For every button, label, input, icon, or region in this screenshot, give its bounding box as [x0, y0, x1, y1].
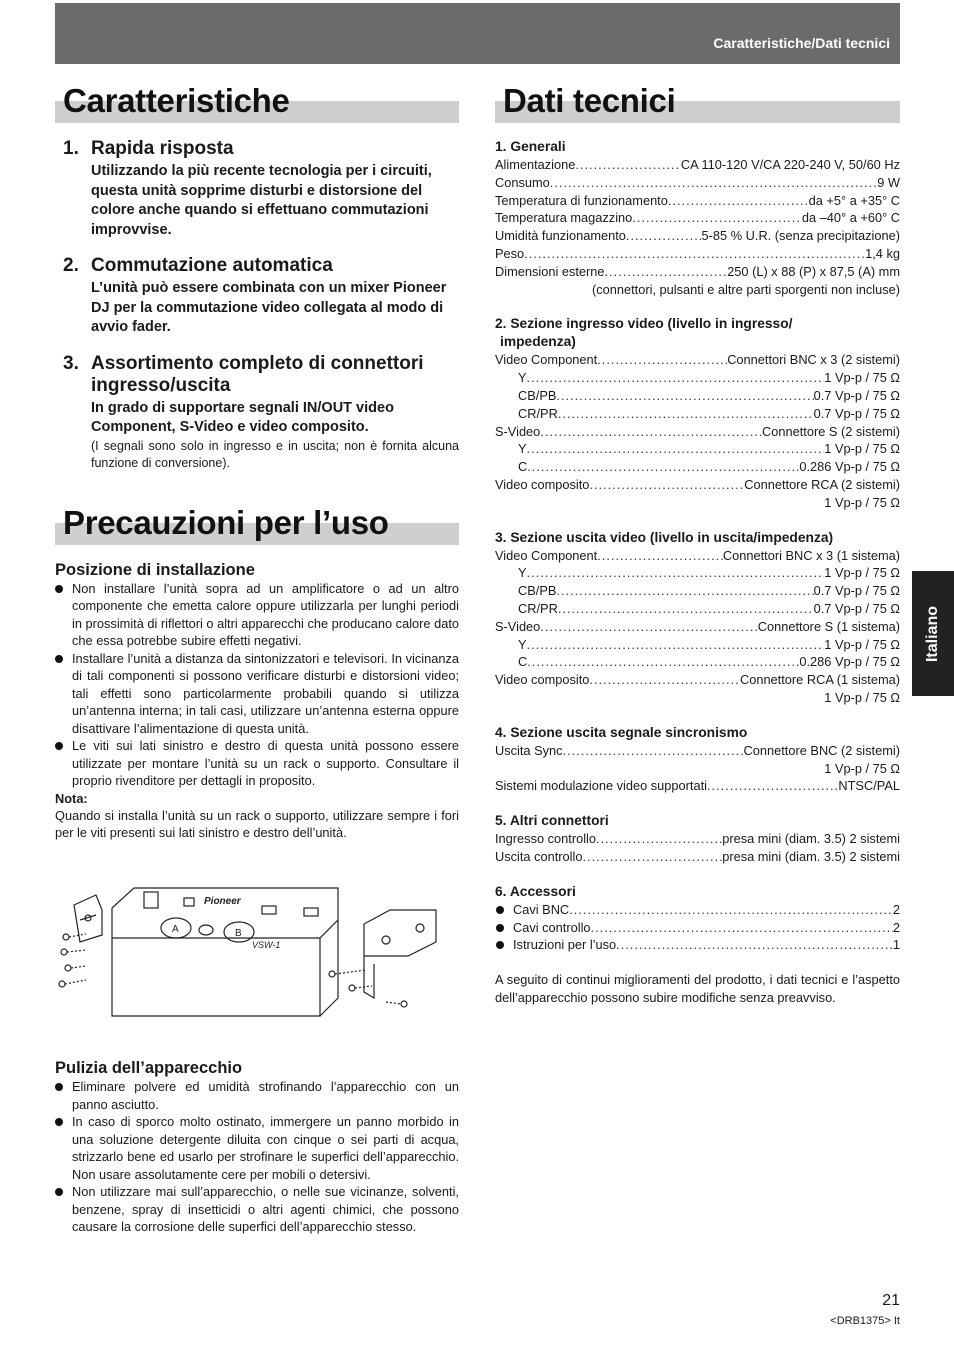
spec-row: C ..... 0.286 Vp-p / 75 Ω — [495, 458, 900, 476]
spec-section-title: 5. Altri connettori — [495, 813, 609, 829]
feature-title: Commutazione automatica — [91, 255, 333, 276]
feature-1 — [63, 138, 459, 240]
figure-button-a: A — [172, 924, 179, 935]
spec-row: Uscita controllo ..... presa mini (diam. 3.5) 2 sistemi — [495, 848, 900, 866]
spec-row: CR/PR ..... 0.7 Vp-p / 75 Ω — [495, 600, 900, 618]
sync-list — [495, 742, 900, 795]
spec-row: Ingresso controllo ..... presa mini (diam. 3.5) 2 sistemi — [495, 830, 900, 848]
spec-row: CB/PB ..... 0.7 Vp-p / 75 Ω — [495, 582, 900, 600]
accessori-list — [495, 901, 900, 954]
spec-row: Dimensioni esterne ..... 250 (L) x 88 (P) x 87,5 (A) mm — [495, 263, 900, 281]
spec-row: Video Component ..... Connettori BNC x 3 (1 sistema) — [495, 547, 900, 565]
spec-section-title: 3. Sezione uscita video (livello in uscita/impedenza) — [495, 529, 834, 545]
list-item: Non utilizzare mai sull’apparecchio, o nelle sue vicinanze, solventi, benzene, spray di insetticidi o altri agenti chimici, che possono causare la corrosione delle superfici dell’apparecchio stesso. — [55, 1183, 459, 1236]
altri-list — [495, 830, 900, 866]
precauzioni-title: Precauzioni per l’uso — [63, 503, 389, 541]
list-item: Non installare l’unità sopra ad un amplificatore o ad un altro componente che emetta calore oppure utilizzarla per lunghi periodi in prossimità di riflettori o altri apparecchi che producano calore dato che essa potrebbe subire effetti negativi. — [55, 580, 459, 650]
spec-row: Peso ..... 1,4 kg — [495, 245, 900, 263]
feature-body: In grado di supportare segnali IN/OUT video Component, S-Video e video composito. — [91, 399, 394, 435]
nota-text: Quando si installa l’unità su un rack o supporto, utilizzare sempre i fori per le viti presenti sui lati sinistro e destro dell’unità. — [55, 807, 459, 840]
spec-row: C ..... 0.286 Vp-p / 75 Ω — [495, 653, 900, 671]
language-tab-label: Italiano — [924, 605, 941, 662]
spec-section-title: 2. Sezione ingresso video (livello in ingresso/ — [495, 316, 793, 332]
precauzioni-heading — [55, 504, 459, 552]
pulizia-title: Pulizia dell’apparecchio — [55, 1059, 243, 1077]
feature-title: Assortimento completo di connettori ingresso/uscita — [91, 352, 424, 396]
caratteristiche-title: Caratteristiche — [63, 82, 290, 119]
spec-row-cont: 1 Vp-p / 75 Ω — [824, 494, 900, 510]
spec-row: Video Component ..... Connettori BNC x 3 (2 sistemi) — [495, 351, 900, 369]
left-column — [55, 82, 459, 842]
figure-model: VSW-1 — [252, 940, 281, 950]
uscita-list — [495, 547, 900, 707]
header-title: Caratteristiche/Dati tecnici — [713, 35, 890, 51]
spec-row: CR/PR ..... 0.7 Vp-p / 75 Ω — [495, 405, 900, 423]
list-item: Eliminare polvere ed umidità strofinando l’apparecchio con un panno asciutto. — [55, 1078, 459, 1113]
spec-row: Y ..... 1 Vp-p / 75 Ω — [495, 564, 900, 582]
feature-3 — [63, 353, 459, 472]
dati-tecnici-title: Dati tecnici — [503, 82, 676, 119]
spec-row: Temperatura magazzino ..... da –40° a +60° C — [495, 209, 900, 227]
spec-row: CB/PB ..... 0.7 Vp-p / 75 Ω — [495, 387, 900, 405]
right-column — [495, 82, 900, 1006]
spec-row: Cavi controllo ..... 2 — [495, 919, 900, 937]
installazione-list — [55, 580, 459, 790]
generali-list — [495, 156, 900, 298]
ingresso-list — [495, 351, 900, 511]
spec-row: Alimentazione ..... CA 110-120 V/CA 220-240 V, 50/60 Hz — [495, 156, 900, 174]
spec-section-title-cont: impedenza) — [500, 334, 576, 350]
caratteristiche-heading — [55, 82, 459, 130]
spec-row: S-Video ..... Connettore S (1 sistema) — [495, 618, 900, 636]
spec-row: Uscita Sync ..... Connettore BNC (2 sistemi) — [495, 742, 900, 760]
spec-row-note: (connettori, pulsanti e altre parti sporgenti non incluse) — [591, 281, 900, 297]
footer-note: A seguito di continui miglioramenti del prodotto, i dati tecnici e l’aspetto dell’apparecchio possono subire modifiche senza preavviso. — [495, 972, 900, 1005]
spec-section-title: 4. Sezione uscita segnale sincronismo — [495, 724, 748, 740]
feature-number: 3. — [63, 352, 79, 374]
spec-row: Y ..... 1 Vp-p / 75 Ω — [495, 369, 900, 387]
spec-row: Video composito ..... Connettore RCA (1 sistema) — [495, 671, 900, 689]
dati-tecnici-heading — [495, 82, 900, 130]
figure-button-b: B — [235, 928, 242, 939]
spec-row: Sistemi modulazione video supportati ..... NTSC/PAL — [495, 777, 900, 795]
pulizia-list — [55, 1078, 459, 1236]
list-item: Installare l’unità a distanza da sintonizzatori e televisori. In vicinanza di tali componenti si possono verificare disturbi e distorsioni video; tali effetti sono particolarmente probabili quando si utilizza un’antenna interna; in tali casi, utilizzare un’antenna esterna oppure disattivare l’alimentazione di questa unità. — [55, 650, 459, 738]
list-item: In caso di sporco molto ostinato, immergere un panno morbido in una soluzione detergente diluita con cinque o sei parti di acqua, strizzarlo bene ed usarlo per strofinare le superfici dell’apparecchio. Non usare assolutamente cere per mobili o detersivi. — [55, 1113, 459, 1183]
spec-row: Temperatura di funzionamento ..... da +5° a +35° C — [495, 192, 900, 210]
spec-row: Consumo ..... 9 W — [495, 174, 900, 192]
spec-row-cont: 1 Vp-p / 75 Ω — [824, 689, 900, 705]
feature-title: Rapida risposta — [91, 138, 234, 159]
nota-label: Nota: — [55, 790, 88, 806]
header-bar — [55, 3, 900, 64]
doc-code: <DRB1375> It — [830, 1315, 900, 1327]
language-tab — [912, 571, 954, 696]
pulizia-section — [55, 1058, 459, 1236]
spec-row: Y ..... 1 Vp-p / 75 Ω — [495, 636, 900, 654]
spec-row: Video composito ..... Connettore RCA (2 sistemi) — [495, 476, 900, 494]
feature-number: 1. — [63, 138, 79, 159]
feature-note: (I segnali sono solo in ingresso e in uscita; non è fornita alcuna funzione di conversione). — [91, 438, 459, 470]
rack-mount-illustration — [56, 880, 454, 1030]
list-item: Le viti sui lati sinistro e destro di questa unità possono essere utilizzate per montare l’unità su un rack o supporto. Consultare il proprio rivenditore per dettagli in proposito. — [55, 737, 459, 790]
spec-row: S-Video ..... Connettore S (2 sistemi) — [495, 423, 900, 441]
spec-row: Umidità funzionamento ..... 5-85 % U.R. (senza precipitazione) — [495, 227, 900, 245]
spec-section-title: 6. Accessori — [495, 883, 576, 899]
installazione-title: Posizione di installazione — [55, 560, 255, 579]
feature-number: 2. — [63, 255, 79, 276]
spec-row: Y ..... 1 Vp-p / 75 Ω — [495, 440, 900, 458]
feature-body: Utilizzando la più recente tecnologia per i circuiti, questa unità sopprime disturbi e distorsione del colore anche quando si effettuano commutazioni improvvise. — [91, 163, 432, 238]
feature-body: L’unità può essere combinata con un mixer Pioneer DJ per la commutazione video collegata al modo di avvio fader. — [91, 280, 447, 335]
spec-row: Cavi BNC ..... 2 — [495, 901, 900, 919]
page-number: 21 — [882, 1292, 900, 1309]
spec-row: Istruzioni per l’uso ..... 1 — [495, 936, 900, 954]
figure-brand: Pioneer — [204, 896, 241, 907]
spec-row-cont: 1 Vp-p / 75 Ω — [824, 760, 900, 776]
feature-2 — [63, 255, 459, 338]
spec-section-title: 1. Generali — [495, 139, 566, 154]
